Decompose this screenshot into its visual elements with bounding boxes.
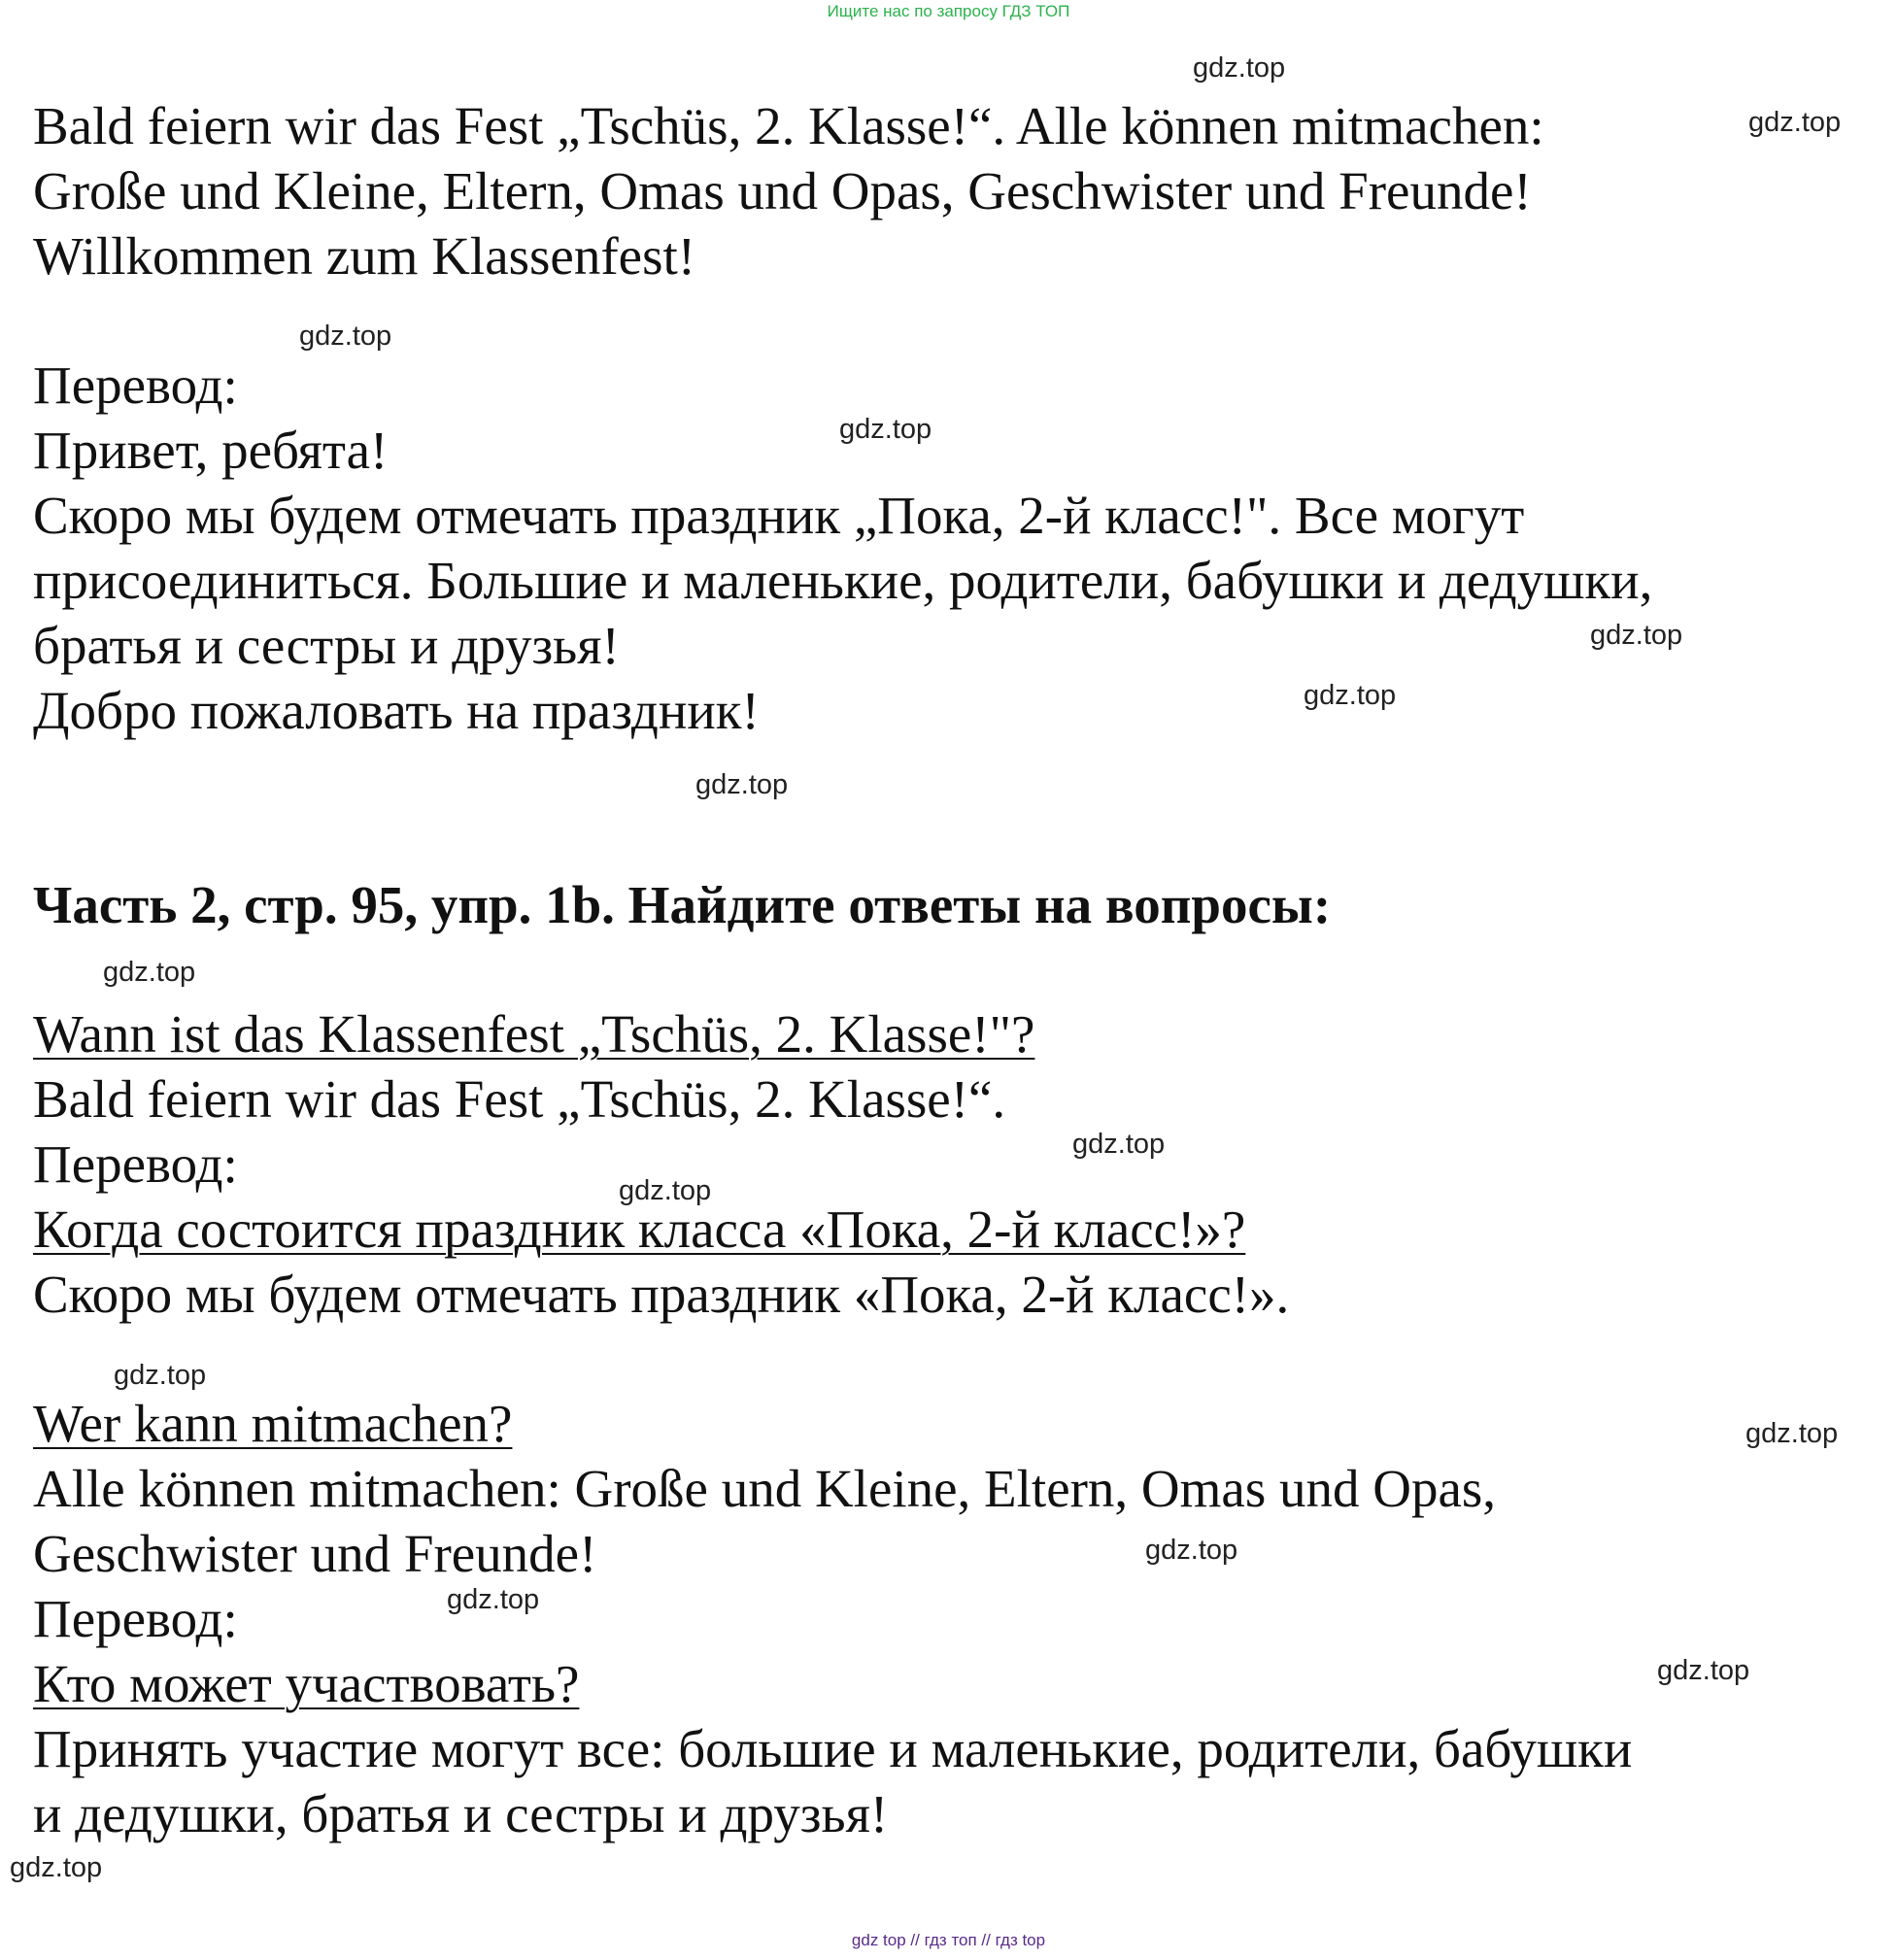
footer: gdz top // гдз топ // гдз top (851, 1931, 1046, 1949)
text-line: братья и сестры и друзья! (33, 616, 620, 675)
translation-label: Перевод: (33, 355, 238, 415)
answer-ru: Скоро мы будем отмечать праздник «Пока, 2-й класс!». (33, 1265, 1290, 1324)
text-line: Große und Kleine, Eltern, Omas und Opas, Geschwister und Freunde! (33, 161, 1532, 220)
translation-label: Перевод: (33, 1589, 238, 1648)
answer-de: Geschwister und Freunde! (33, 1524, 597, 1583)
translation-label: Перевод: (33, 1134, 238, 1194)
answer-ru: Принять участие могут все: большие и маленькие, родители, бабушки (33, 1719, 1633, 1778)
watermark: gdz.top (1745, 1418, 1839, 1449)
watermark: gdz.top (695, 769, 789, 800)
watermark: gdz.top (1657, 1655, 1750, 1686)
answer-de: Bald feiern wir das Fest „Tschüs, 2. Klasse!“. (33, 1069, 1006, 1129)
watermark: gdz.top (619, 1175, 712, 1206)
watermark: gdz.top (447, 1584, 540, 1615)
text-line: Привет, ребята! (33, 421, 389, 480)
watermark: gdz.top (839, 414, 932, 445)
text-line: Добро пожаловать на праздник! (33, 681, 760, 740)
watermark: gdz.top (1145, 1535, 1238, 1566)
answer-de: Alle können mitmachen: Große und Kleine, Eltern, Omas und Opas, (33, 1459, 1497, 1518)
watermark: gdz.top (299, 321, 392, 352)
watermark: gdz.top (1748, 107, 1842, 138)
watermark: gdz.top (1590, 620, 1683, 651)
section-heading: Часть 2, стр. 95, упр. 1b. Найдите ответы на вопросы: (33, 875, 1332, 934)
answer-ru: и дедушки, братья и сестры и друзья! (33, 1784, 889, 1843)
watermark: gdz.top (1304, 680, 1397, 711)
watermark: gdz.top (1072, 1129, 1166, 1160)
watermark: gdz.top (114, 1360, 207, 1391)
question-de: Wer kann mitmachen? (33, 1394, 513, 1453)
text-line: Bald feiern wir das Fest „Tschüs, 2. Klasse!“. Alle können mitmachen: (33, 96, 1544, 155)
watermark: gdz.top (1193, 52, 1286, 84)
watermark: gdz.top (103, 957, 196, 988)
text-line: Скоро мы будем отмечать праздник „Пока, 2-й класс!". Все могут (33, 486, 1525, 545)
question-de: Wann ist das Klassenfest „Tschüs, 2. Klasse!"? (33, 1004, 1035, 1064)
text-line: Willkommen zum Klassenfest! (33, 226, 696, 286)
watermark: gdz.top (10, 1852, 103, 1883)
question-ru: Кто может участвовать? (33, 1654, 580, 1713)
top-banner: Ищите нас по запросу ГДЗ ТОП (827, 2, 1070, 20)
question-ru: Когда состоится праздник класса «Пока, 2-й класс!»? (33, 1200, 1246, 1259)
text-line: присоединиться. Большие и маленькие, родители, бабушки и дедушки, (33, 551, 1653, 610)
